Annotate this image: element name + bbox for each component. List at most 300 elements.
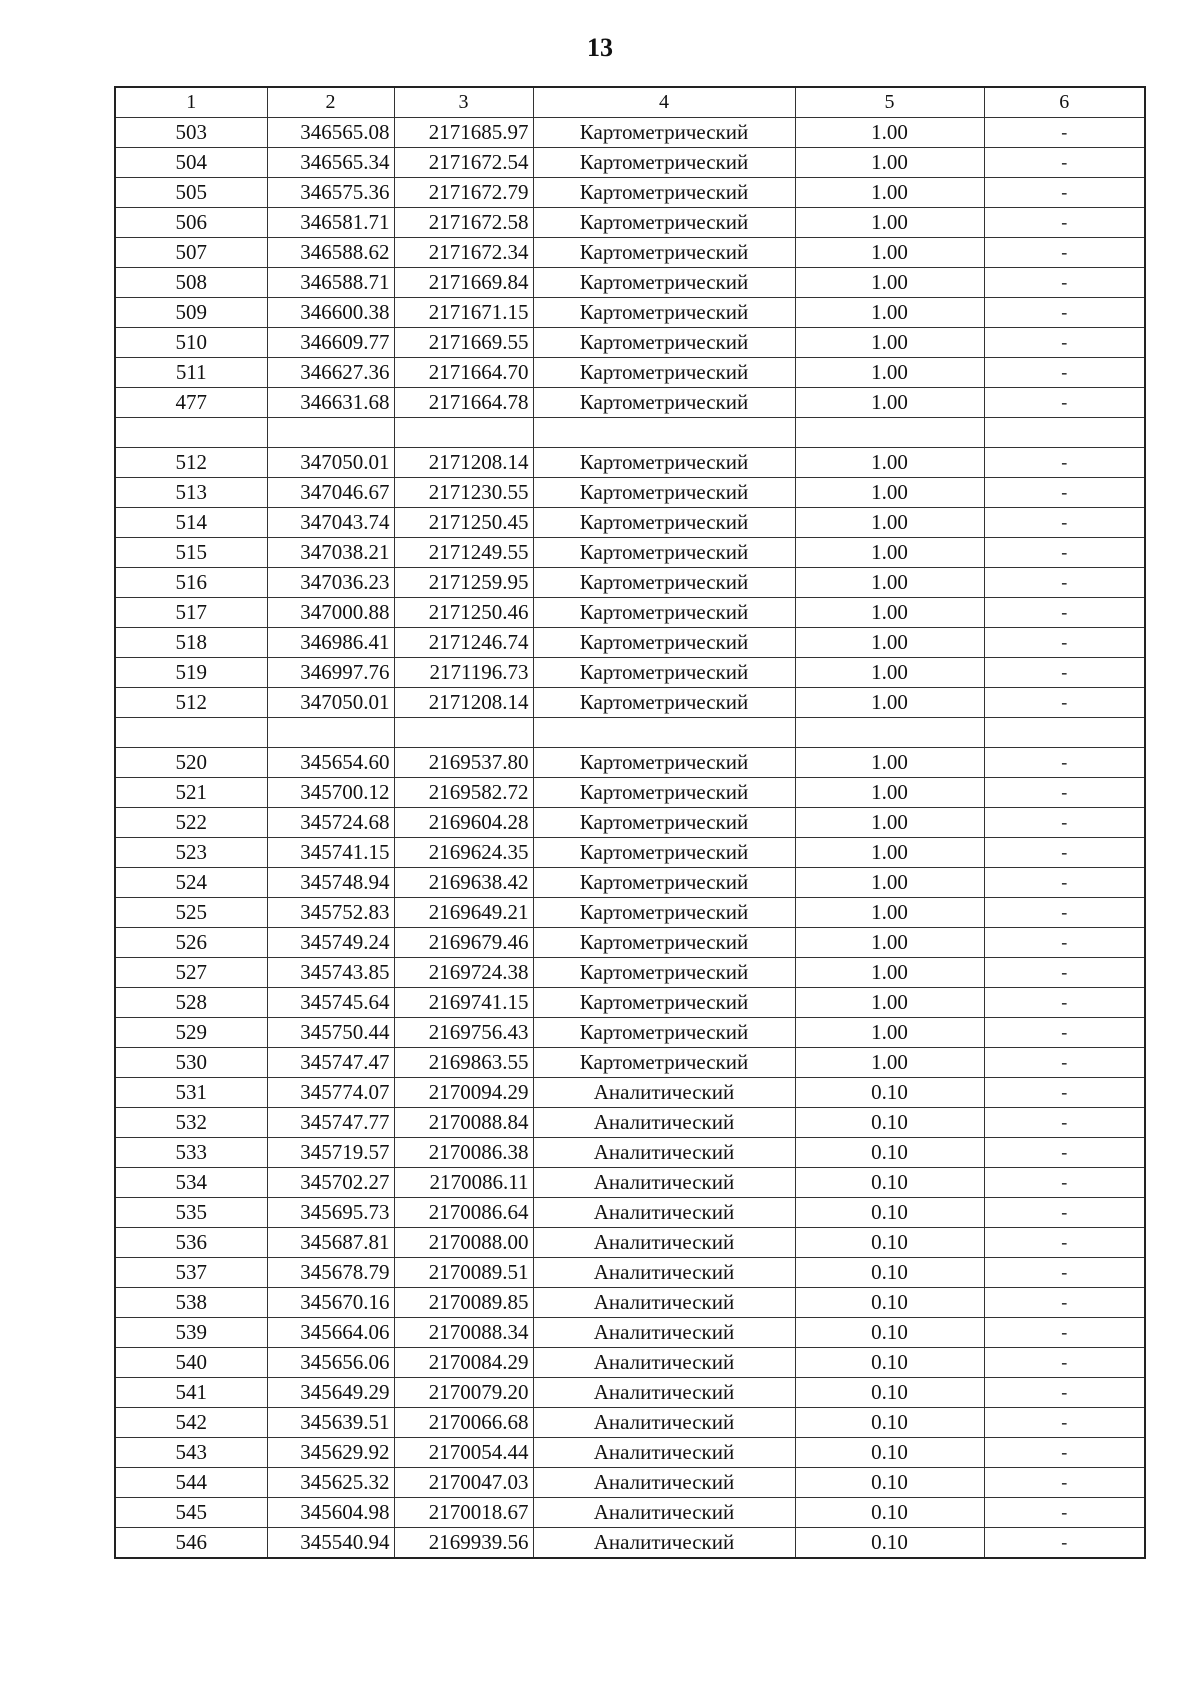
accuracy-cell: 0.10 xyxy=(795,1438,984,1468)
point-number-cell xyxy=(115,718,267,748)
point-number-cell: 516 xyxy=(115,568,267,598)
column-header-4: 4 xyxy=(533,87,795,118)
x-coordinate-cell: 346565.34 xyxy=(267,148,394,178)
x-coordinate-cell: 347050.01 xyxy=(267,688,394,718)
point-number-cell: 538 xyxy=(115,1288,267,1318)
method-cell: Картометрический xyxy=(533,658,795,688)
note-cell: - xyxy=(984,268,1145,298)
method-cell: Картометрический xyxy=(533,838,795,868)
accuracy-cell: 1.00 xyxy=(795,748,984,778)
note-cell: - xyxy=(984,1228,1145,1258)
point-number-cell: 529 xyxy=(115,1018,267,1048)
accuracy-cell: 1.00 xyxy=(795,928,984,958)
y-coordinate-cell: 2169638.42 xyxy=(394,868,533,898)
method-cell: Картометрический xyxy=(533,868,795,898)
point-number-cell: 546 xyxy=(115,1528,267,1559)
method-cell: Картометрический xyxy=(533,778,795,808)
table-row xyxy=(115,1018,1145,1048)
note-cell: - xyxy=(984,1108,1145,1138)
x-coordinate-cell: 346581.71 xyxy=(267,208,394,238)
table-row xyxy=(115,538,1145,568)
method-cell: Картометрический xyxy=(533,118,795,148)
note-cell: - xyxy=(984,538,1145,568)
point-number-cell: 510 xyxy=(115,328,267,358)
method-cell xyxy=(533,418,795,448)
y-coordinate-cell: 2170086.11 xyxy=(394,1168,533,1198)
point-number-cell: 528 xyxy=(115,988,267,1018)
accuracy-cell: 0.10 xyxy=(795,1108,984,1138)
x-coordinate-cell: 346631.68 xyxy=(267,388,394,418)
accuracy-cell: 1.00 xyxy=(795,508,984,538)
x-coordinate-cell: 345774.07 xyxy=(267,1078,394,1108)
note-cell: - xyxy=(984,928,1145,958)
method-cell: Картометрический xyxy=(533,568,795,598)
note-cell: - xyxy=(984,1048,1145,1078)
x-coordinate-cell: 345700.12 xyxy=(267,778,394,808)
x-coordinate-cell: 345639.51 xyxy=(267,1408,394,1438)
x-coordinate-cell: 345748.94 xyxy=(267,868,394,898)
y-coordinate-cell: 2169582.72 xyxy=(394,778,533,808)
accuracy-cell: 1.00 xyxy=(795,208,984,238)
table-row xyxy=(115,358,1145,388)
note-cell: - xyxy=(984,748,1145,778)
table-row xyxy=(115,1198,1145,1228)
y-coordinate-cell: 2169604.28 xyxy=(394,808,533,838)
note-cell: - xyxy=(984,358,1145,388)
x-coordinate-cell: 345741.15 xyxy=(267,838,394,868)
point-number-cell: 506 xyxy=(115,208,267,238)
method-cell: Аналитический xyxy=(533,1318,795,1348)
x-coordinate-cell: 345747.47 xyxy=(267,1048,394,1078)
table-row xyxy=(115,148,1145,178)
table-row xyxy=(115,208,1145,238)
point-number-cell: 524 xyxy=(115,868,267,898)
x-coordinate-cell: 347000.88 xyxy=(267,598,394,628)
point-number-cell: 527 xyxy=(115,958,267,988)
y-coordinate-cell: 2170086.38 xyxy=(394,1138,533,1168)
y-coordinate-cell: 2171259.95 xyxy=(394,568,533,598)
accuracy-cell: 1.00 xyxy=(795,118,984,148)
y-coordinate-cell: 2169624.35 xyxy=(394,838,533,868)
method-cell: Аналитический xyxy=(533,1468,795,1498)
y-coordinate-cell: 2170089.51 xyxy=(394,1258,533,1288)
table-row xyxy=(115,268,1145,298)
method-cell: Картометрический xyxy=(533,298,795,328)
x-coordinate-cell: 347036.23 xyxy=(267,568,394,598)
table-row xyxy=(115,1528,1145,1559)
method-cell: Картометрический xyxy=(533,988,795,1018)
point-number-cell: 511 xyxy=(115,358,267,388)
y-coordinate-cell: 2171246.74 xyxy=(394,628,533,658)
column-header-5: 5 xyxy=(795,87,984,118)
note-cell: - xyxy=(984,1078,1145,1108)
note-cell: - xyxy=(984,958,1145,988)
x-coordinate-cell: 345743.85 xyxy=(267,958,394,988)
method-cell: Аналитический xyxy=(533,1138,795,1168)
note-cell: - xyxy=(984,478,1145,508)
note-cell: - xyxy=(984,328,1145,358)
accuracy-cell: 1.00 xyxy=(795,628,984,658)
y-coordinate-cell: 2169724.38 xyxy=(394,958,533,988)
y-coordinate-cell: 2171664.70 xyxy=(394,358,533,388)
note-cell: - xyxy=(984,688,1145,718)
accuracy-cell: 1.00 xyxy=(795,598,984,628)
point-number-cell xyxy=(115,418,267,448)
note-cell: - xyxy=(984,808,1145,838)
x-coordinate-cell: 346600.38 xyxy=(267,298,394,328)
x-coordinate-cell: 346588.62 xyxy=(267,238,394,268)
y-coordinate-cell: 2169649.21 xyxy=(394,898,533,928)
x-coordinate-cell: 345695.73 xyxy=(267,1198,394,1228)
note-cell: - xyxy=(984,1198,1145,1228)
y-coordinate-cell xyxy=(394,718,533,748)
table-row xyxy=(115,988,1145,1018)
point-number-cell: 532 xyxy=(115,1108,267,1138)
y-coordinate-cell: 2171664.78 xyxy=(394,388,533,418)
y-coordinate-cell: 2169939.56 xyxy=(394,1528,533,1559)
method-cell: Картометрический xyxy=(533,148,795,178)
note-cell: - xyxy=(984,1258,1145,1288)
x-coordinate-cell: 345750.44 xyxy=(267,1018,394,1048)
table-row xyxy=(115,118,1145,148)
accuracy-cell: 1.00 xyxy=(795,478,984,508)
note-cell: - xyxy=(984,868,1145,898)
point-number-cell: 517 xyxy=(115,598,267,628)
y-coordinate-cell: 2169741.15 xyxy=(394,988,533,1018)
note-cell: - xyxy=(984,988,1145,1018)
point-number-cell: 509 xyxy=(115,298,267,328)
y-coordinate-cell: 2170086.64 xyxy=(394,1198,533,1228)
accuracy-cell xyxy=(795,718,984,748)
table-row xyxy=(115,1378,1145,1408)
x-coordinate-cell: 345747.77 xyxy=(267,1108,394,1138)
accuracy-cell: 0.10 xyxy=(795,1228,984,1258)
column-header-3: 3 xyxy=(394,87,533,118)
method-cell: Картометрический xyxy=(533,1018,795,1048)
method-cell: Аналитический xyxy=(533,1078,795,1108)
point-number-cell: 534 xyxy=(115,1168,267,1198)
method-cell: Аналитический xyxy=(533,1108,795,1138)
y-coordinate-cell: 2171208.14 xyxy=(394,688,533,718)
note-cell: - xyxy=(984,628,1145,658)
y-coordinate-cell: 2170088.34 xyxy=(394,1318,533,1348)
note-cell: - xyxy=(984,388,1145,418)
table-row xyxy=(115,1048,1145,1078)
y-coordinate-cell: 2171208.14 xyxy=(394,448,533,478)
x-coordinate-cell: 346565.08 xyxy=(267,118,394,148)
table-row xyxy=(115,1318,1145,1348)
note-cell: - xyxy=(984,1168,1145,1198)
accuracy-cell: 1.00 xyxy=(795,868,984,898)
y-coordinate-cell: 2171672.79 xyxy=(394,178,533,208)
point-number-cell: 515 xyxy=(115,538,267,568)
table-row xyxy=(115,898,1145,928)
y-coordinate-cell: 2171672.34 xyxy=(394,238,533,268)
note-cell: - xyxy=(984,898,1145,928)
table-row xyxy=(115,1228,1145,1258)
x-coordinate-cell: 345604.98 xyxy=(267,1498,394,1528)
accuracy-cell: 0.10 xyxy=(795,1498,984,1528)
point-number-cell: 541 xyxy=(115,1378,267,1408)
accuracy-cell: 1.00 xyxy=(795,1018,984,1048)
table-row xyxy=(115,298,1145,328)
x-coordinate-cell: 345745.64 xyxy=(267,988,394,1018)
table-row xyxy=(115,748,1145,778)
table-row xyxy=(115,178,1145,208)
note-cell: - xyxy=(984,1438,1145,1468)
table-row xyxy=(115,958,1145,988)
point-number-cell: 525 xyxy=(115,898,267,928)
note-cell: - xyxy=(984,838,1145,868)
table-row xyxy=(115,838,1145,868)
point-number-cell: 530 xyxy=(115,1048,267,1078)
method-cell: Аналитический xyxy=(533,1348,795,1378)
table-row xyxy=(115,1498,1145,1528)
x-coordinate-cell: 346575.36 xyxy=(267,178,394,208)
table-row xyxy=(115,1258,1145,1288)
point-number-cell: 520 xyxy=(115,748,267,778)
table-row xyxy=(115,868,1145,898)
note-cell: - xyxy=(984,598,1145,628)
method-cell: Аналитический xyxy=(533,1438,795,1468)
y-coordinate-cell: 2170084.29 xyxy=(394,1348,533,1378)
y-coordinate-cell: 2170089.85 xyxy=(394,1288,533,1318)
point-number-cell: 514 xyxy=(115,508,267,538)
y-coordinate-cell: 2171230.55 xyxy=(394,478,533,508)
accuracy-cell: 1.00 xyxy=(795,838,984,868)
note-cell: - xyxy=(984,1468,1145,1498)
note-cell: - xyxy=(984,568,1145,598)
x-coordinate-cell: 347043.74 xyxy=(267,508,394,538)
accuracy-cell: 0.10 xyxy=(795,1138,984,1168)
method-cell: Аналитический xyxy=(533,1378,795,1408)
point-number-cell: 503 xyxy=(115,118,267,148)
point-number-cell: 537 xyxy=(115,1258,267,1288)
accuracy-cell: 1.00 xyxy=(795,388,984,418)
point-number-cell: 544 xyxy=(115,1468,267,1498)
x-coordinate-cell: 345664.06 xyxy=(267,1318,394,1348)
y-coordinate-cell: 2171669.55 xyxy=(394,328,533,358)
point-number-cell: 543 xyxy=(115,1438,267,1468)
y-coordinate-cell: 2171671.15 xyxy=(394,298,533,328)
x-coordinate-cell: 346588.71 xyxy=(267,268,394,298)
note-cell xyxy=(984,718,1145,748)
x-coordinate-cell: 346997.76 xyxy=(267,658,394,688)
table-row xyxy=(115,388,1145,418)
x-coordinate-cell: 347046.67 xyxy=(267,478,394,508)
x-coordinate-cell: 345670.16 xyxy=(267,1288,394,1318)
x-coordinate-cell: 347050.01 xyxy=(267,448,394,478)
accuracy-cell: 1.00 xyxy=(795,658,984,688)
x-coordinate-cell: 345654.60 xyxy=(267,748,394,778)
x-coordinate-cell: 345540.94 xyxy=(267,1528,394,1559)
x-coordinate-cell xyxy=(267,718,394,748)
point-number-cell: 521 xyxy=(115,778,267,808)
y-coordinate-cell: 2170094.29 xyxy=(394,1078,533,1108)
accuracy-cell: 1.00 xyxy=(795,358,984,388)
table-row xyxy=(115,448,1145,478)
accuracy-cell: 1.00 xyxy=(795,898,984,928)
table-row xyxy=(115,1408,1145,1438)
method-cell: Картометрический xyxy=(533,958,795,988)
point-number-cell: 508 xyxy=(115,268,267,298)
accuracy-cell: 0.10 xyxy=(795,1468,984,1498)
point-number-cell: 519 xyxy=(115,658,267,688)
point-number-cell: 531 xyxy=(115,1078,267,1108)
point-number-cell: 504 xyxy=(115,148,267,178)
method-cell: Картометрический xyxy=(533,688,795,718)
x-coordinate-cell: 345749.24 xyxy=(267,928,394,958)
accuracy-cell: 1.00 xyxy=(795,178,984,208)
table-row xyxy=(115,658,1145,688)
accuracy-cell: 1.00 xyxy=(795,808,984,838)
table-row xyxy=(115,1078,1145,1108)
x-coordinate-cell: 345629.92 xyxy=(267,1438,394,1468)
method-cell: Аналитический xyxy=(533,1198,795,1228)
point-number-cell: 507 xyxy=(115,238,267,268)
note-cell: - xyxy=(984,1138,1145,1168)
method-cell: Картометрический xyxy=(533,328,795,358)
note-cell: - xyxy=(984,448,1145,478)
table-row xyxy=(115,1438,1145,1468)
accuracy-cell: 0.10 xyxy=(795,1258,984,1288)
accuracy-cell: 1.00 xyxy=(795,538,984,568)
accuracy-cell: 0.10 xyxy=(795,1288,984,1318)
table-row xyxy=(115,1108,1145,1138)
method-cell: Картометрический xyxy=(533,808,795,838)
point-number-cell: 522 xyxy=(115,808,267,838)
x-coordinate-cell: 345724.68 xyxy=(267,808,394,838)
note-cell: - xyxy=(984,118,1145,148)
accuracy-cell xyxy=(795,418,984,448)
table-row xyxy=(115,1348,1145,1378)
x-coordinate-cell: 345656.06 xyxy=(267,1348,394,1378)
accuracy-cell: 1.00 xyxy=(795,958,984,988)
accuracy-cell: 0.10 xyxy=(795,1198,984,1228)
y-coordinate-cell: 2171196.73 xyxy=(394,658,533,688)
method-cell: Картометрический xyxy=(533,928,795,958)
accuracy-cell: 0.10 xyxy=(795,1378,984,1408)
accuracy-cell: 1.00 xyxy=(795,988,984,1018)
table-row xyxy=(115,778,1145,808)
point-number-cell: 533 xyxy=(115,1138,267,1168)
y-coordinate-cell: 2171669.84 xyxy=(394,268,533,298)
note-cell: - xyxy=(984,1318,1145,1348)
point-number-cell: 512 xyxy=(115,688,267,718)
point-number-cell: 526 xyxy=(115,928,267,958)
table-row xyxy=(115,718,1145,748)
point-number-cell: 477 xyxy=(115,388,267,418)
point-number-cell: 535 xyxy=(115,1198,267,1228)
point-number-cell: 513 xyxy=(115,478,267,508)
method-cell: Аналитический xyxy=(533,1168,795,1198)
accuracy-cell: 0.10 xyxy=(795,1318,984,1348)
x-coordinate-cell: 345687.81 xyxy=(267,1228,394,1258)
table-row xyxy=(115,568,1145,598)
method-cell xyxy=(533,718,795,748)
y-coordinate-cell: 2171672.54 xyxy=(394,148,533,178)
coordinates-table xyxy=(114,86,1146,1559)
y-coordinate-cell: 2170018.67 xyxy=(394,1498,533,1528)
note-cell: - xyxy=(984,238,1145,268)
y-coordinate-cell: 2170079.20 xyxy=(394,1378,533,1408)
page-number: 13 xyxy=(587,33,613,62)
accuracy-cell: 1.00 xyxy=(795,238,984,268)
accuracy-cell: 1.00 xyxy=(795,298,984,328)
y-coordinate-cell: 2169756.43 xyxy=(394,1018,533,1048)
y-coordinate-cell: 2171672.58 xyxy=(394,208,533,238)
note-cell: - xyxy=(984,298,1145,328)
point-number-cell: 518 xyxy=(115,628,267,658)
note-cell xyxy=(984,418,1145,448)
x-coordinate-cell: 345752.83 xyxy=(267,898,394,928)
accuracy-cell: 1.00 xyxy=(795,1048,984,1078)
column-header-2: 2 xyxy=(267,87,394,118)
table-row xyxy=(115,328,1145,358)
method-cell: Картометрический xyxy=(533,208,795,238)
accuracy-cell: 0.10 xyxy=(795,1348,984,1378)
y-coordinate-cell: 2170066.68 xyxy=(394,1408,533,1438)
method-cell: Аналитический xyxy=(533,1408,795,1438)
table-row xyxy=(115,688,1145,718)
x-coordinate-cell: 345649.29 xyxy=(267,1378,394,1408)
method-cell: Картометрический xyxy=(533,238,795,268)
column-header-6: 6 xyxy=(984,87,1145,118)
method-cell: Аналитический xyxy=(533,1228,795,1258)
x-coordinate-cell: 345702.27 xyxy=(267,1168,394,1198)
method-cell: Картометрический xyxy=(533,628,795,658)
accuracy-cell: 1.00 xyxy=(795,148,984,178)
x-coordinate-cell: 347038.21 xyxy=(267,538,394,568)
note-cell: - xyxy=(984,1288,1145,1318)
x-coordinate-cell: 346609.77 xyxy=(267,328,394,358)
method-cell: Аналитический xyxy=(533,1498,795,1528)
point-number-cell: 545 xyxy=(115,1498,267,1528)
note-cell: - xyxy=(984,1528,1145,1559)
method-cell: Картометрический xyxy=(533,358,795,388)
accuracy-cell: 0.10 xyxy=(795,1168,984,1198)
table-row xyxy=(115,508,1145,538)
y-coordinate-cell: 2169679.46 xyxy=(394,928,533,958)
point-number-cell: 505 xyxy=(115,178,267,208)
x-coordinate-cell: 345678.79 xyxy=(267,1258,394,1288)
y-coordinate-cell: 2169537.80 xyxy=(394,748,533,778)
table-header-row xyxy=(115,87,1145,118)
x-coordinate-cell: 345719.57 xyxy=(267,1138,394,1168)
accuracy-cell: 0.10 xyxy=(795,1408,984,1438)
x-coordinate-cell: 345625.32 xyxy=(267,1468,394,1498)
method-cell: Картометрический xyxy=(533,748,795,778)
accuracy-cell: 1.00 xyxy=(795,778,984,808)
accuracy-cell: 1.00 xyxy=(795,328,984,358)
y-coordinate-cell: 2170088.00 xyxy=(394,1228,533,1258)
table-row xyxy=(115,928,1145,958)
note-cell: - xyxy=(984,658,1145,688)
note-cell: - xyxy=(984,208,1145,238)
y-coordinate-cell: 2171250.46 xyxy=(394,598,533,628)
point-number-cell: 540 xyxy=(115,1348,267,1378)
accuracy-cell: 1.00 xyxy=(795,448,984,478)
table-row xyxy=(115,628,1145,658)
note-cell: - xyxy=(984,1378,1145,1408)
method-cell: Картометрический xyxy=(533,1048,795,1078)
method-cell: Картометрический xyxy=(533,898,795,928)
method-cell: Картометрический xyxy=(533,478,795,508)
point-number-cell: 523 xyxy=(115,838,267,868)
table-row xyxy=(115,598,1145,628)
method-cell: Картометрический xyxy=(533,598,795,628)
note-cell: - xyxy=(984,148,1145,178)
